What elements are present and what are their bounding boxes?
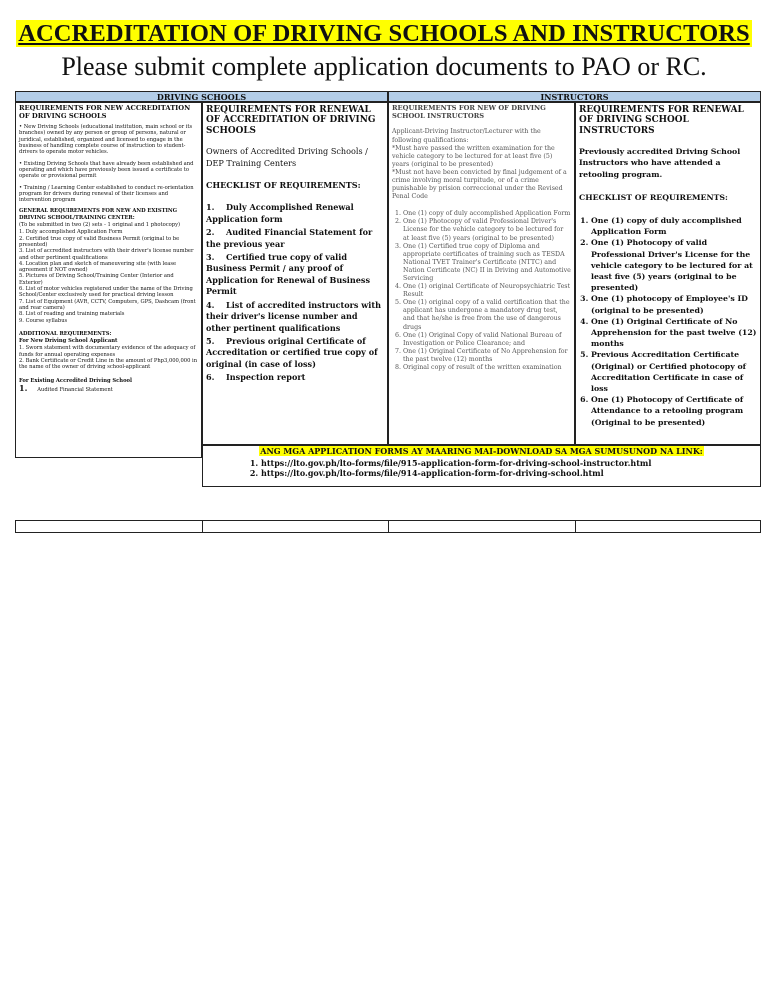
col2-item: [206, 300, 384, 334]
page-title: [0, 20, 768, 48]
col3-intro: Applicant-Driving Instructor/Lecturer with the following qualifications:: [392, 128, 541, 144]
download-links-box: [202, 445, 761, 487]
col2-item-num: 6.: [206, 372, 215, 383]
col3-item: 8. Original copy of result of the written examination: [403, 364, 571, 372]
col2-item: [206, 252, 384, 298]
col2-checklist: CHECKLIST OF REQUIREMENTS:: [206, 180, 361, 191]
col2-intro: Owners of Accredited Driving Schools / DEP Training Centers: [206, 146, 368, 168]
row-divider: [575, 521, 576, 532]
col1-existing-num: 1.: [19, 382, 28, 393]
new-instructors-column: [388, 102, 575, 445]
renewal-driving-schools-column: [202, 102, 388, 445]
col1-general-heading: GENERAL REQUIREMENTS FOR NEW AND EXISTING DRIVING SCHOOL/TRAINING CENTER:: [19, 208, 178, 221]
col3-heading: REQUIREMENTS FOR NEW OF DRIVING SCHOOL INSTRUCTORS: [392, 104, 546, 120]
header-instructors: INSTRUCTORS: [388, 91, 761, 102]
col1-general-item: 7. List of Equipment (AVR, CCTV, Computers, GPS, Dashcam (front and rear camera): [19, 298, 196, 311]
col2-item-text: Audited Financial Statement for the previous year: [206, 227, 373, 249]
col4-item: 2. One (1) Photocopy of valid Professional Driver's License for the vehicle category to be lectured for at least five (5) years (original to be presented): [591, 237, 757, 293]
col2-item-num: 4.: [206, 299, 215, 310]
col1-general-note: (To be submitted in two (2) sets - 1 original and 1 photocopy): [19, 222, 181, 229]
page-subtitle: Please submit complete application documents to PAO or RC.: [61, 52, 707, 81]
col2-item-num: 5.: [206, 335, 215, 346]
col1-heading: REQUIREMENTS FOR NEW ACCREDITATION OF DRIVING SCHOOLS: [19, 104, 191, 120]
col1-general-item: 1. Duly accomplished Application Form: [19, 229, 123, 236]
col4-checklist: CHECKLIST OF REQUIREMENTS:: [579, 192, 728, 202]
col3-item: 4. One (1) original Certificate of Neuropsychiatric Test Result: [403, 283, 571, 299]
col1-general-item: 3. List of accredited instructors with their driver's license number and other pertinent qualifications: [19, 248, 194, 261]
col1-general-item: 2. Certified true copy of valid Business Permit (original to be presented): [19, 235, 180, 248]
col2-item-num: 1.: [206, 202, 215, 213]
col1-existing-heading: For Existing Accredited Driving School: [19, 377, 132, 384]
col3-list: [392, 210, 571, 372]
col1-bullet: • Training / Learning Center established to conduct re-orientation program for drivers during renewal of their licenses and intervention program: [19, 184, 194, 204]
links-title: [203, 446, 760, 457]
col2-item-text: List of accredited instructors with their driver's license number and other pertinent qualifications: [206, 299, 381, 333]
col3-item: 2. One (1) Photocopy of valid Professional Driver's License for the vehicle category to be lectured for at least five (5) years (original to be presented): [403, 218, 571, 242]
col1-existing-text: Audited Financial Statement: [37, 386, 113, 393]
col3-item: 6. One (1) Original Copy of valid National Bureau of Investigation or Police Clearance; and: [403, 332, 571, 348]
col1-bullet: • New Driving Schools (educational institution, main school or its branches) owned by any person or group of persons, natural or juridical, established, organized and licensed to engage in the business of handling complete course of instruction to student-drivers to operate motor vehicles.: [19, 124, 193, 156]
col1-general-item: 9. Course syllabus: [19, 317, 68, 324]
col3-item: 3. One (1) Certified true copy of Diploma and appropriate certificates of training such as TESDA National TVET Trainer's Certificate (NTTC) and Nation Certificate (NC) II in Driving and Automotive Servicing: [403, 243, 571, 283]
col1-general-item: 5. Pictures of Driving School/Training Center (Interior and Exterior): [19, 273, 174, 286]
col3-qualification: *Must not have been convicted by final judgement of a crime involving moral turpitude, or of a crime punishable by prision correccional under the Revised Penal Code: [392, 168, 567, 201]
col1-new-applicant-heading: For New Driving School Applicant: [19, 338, 118, 345]
form-link[interactable]: 1. https://lto.gov.ph/lto-forms/file/915-application-form-for-driving-school-instructor.html: [261, 458, 760, 469]
row-divider: [388, 521, 389, 532]
col4-item: 4. One (1) Original Certificate of No Apprehension for the past twelve (12) months: [591, 316, 757, 350]
col2-item: [206, 227, 384, 250]
col4-heading: REQUIREMENTS FOR RENEWAL OF DRIVING SCHOOL INSTRUCTORS: [579, 105, 744, 136]
col1-bullet: • Existing Driving Schools that have already been established and operating and which have previously been issued a certificate to operate or provisional permit: [19, 160, 194, 180]
links-list: [203, 458, 760, 479]
col4-item: 6. One (1) Photocopy of Certificate of Attendance to a retooling program (Original to be presented): [591, 394, 757, 428]
col3-qualification: *Must have passed the written examination for the vehicle category to be lectured for at least five (5) years (original to be presented): [392, 144, 555, 168]
col2-item-text: Previous original Certificate of Accreditation or certified true copy of original (in case of loss): [206, 335, 378, 369]
col2-item-text: Inspection report: [226, 372, 306, 383]
col4-intro: Previously accredited Driving School Instructors who have attended a retooling program.: [579, 147, 741, 179]
col2-heading: REQUIREMENTS FOR RENEWAL OF ACCREDITATION OF DRIVING SCHOOLS: [206, 105, 376, 136]
col3-item: 7. One (1) Original Certificate of No Apprehension for the past twelve (12) months: [403, 348, 571, 364]
col4-item: 1. One (1) copy of duly accomplished Application Form: [591, 215, 757, 237]
renewal-instructors-column: [575, 102, 761, 445]
col1-general-item: 4. Location plan and sketch of maneuvering site (with lease agreement if NOT owned): [19, 260, 177, 274]
col4-list: [579, 215, 757, 428]
col2-item: [206, 202, 384, 225]
row-divider: [202, 521, 203, 532]
empty-table-row: [15, 520, 761, 533]
header-driving-schools: DRIVING SCHOOLS: [15, 91, 388, 102]
col1-general-item: 8. List of reading and training materials: [19, 311, 125, 318]
col3-item: 5. One (1) original copy of a valid certification that the applicant has undergone a mandatory drug test, and that he/she is free from the use of dangerous drugs: [403, 299, 571, 331]
col1-new-applicant-item: 2. Bank Certificate or Credit Line in the amount of Php3,000,000 in the name of the owner of driving school-applicant: [19, 357, 198, 371]
col2-item-num: 3.: [206, 252, 215, 263]
col1-new-applicant-item: 1. Sworn statement with documentary evidence of the adequacy of funds for annual operating expenses: [19, 345, 196, 358]
col4-item: 3. One (1) photocopy of Employee's ID (original to be presented): [591, 293, 757, 315]
col4-item: 5. Previous Accreditation Certificate (Original) or Certified photocopy of Accreditation Certificate in case of loss: [591, 349, 757, 394]
col2-item: [206, 372, 384, 383]
col2-item-text: Certified true copy of valid Business Permit / any proof of Application for Renewal of Business Permit: [206, 252, 371, 297]
new-driving-schools-column: [15, 102, 202, 458]
col1-general-item: 6. List of motor vehicles registered under the name of the Driving School/Center exclusively used for practical driving lesson: [19, 286, 193, 299]
form-link[interactable]: 2. https://lto.gov.ph/lto-forms/file/914-application-form-for-driving-school.html: [261, 468, 760, 479]
links-title-text: ANG MGA APPLICATION FORMS AY MAARING MAI-DOWNLOAD SA MGA SUMUSUNOD NA LINK:: [260, 446, 703, 456]
col2-item-num: 2.: [206, 227, 215, 238]
col1-existing-item: [19, 382, 198, 393]
col2-item: [206, 336, 384, 370]
col3-item: 1. One (1) copy of duly accomplished Application Form: [403, 210, 571, 218]
title-text: ACCREDITATION OF DRIVING SCHOOLS AND INSTRUCTORS: [18, 20, 750, 47]
col2-item-text: Duly Accomplished Renewal Application form: [206, 202, 354, 224]
col1-additional-heading: ADDITIONAL REQUIREMENTS:: [19, 330, 112, 337]
